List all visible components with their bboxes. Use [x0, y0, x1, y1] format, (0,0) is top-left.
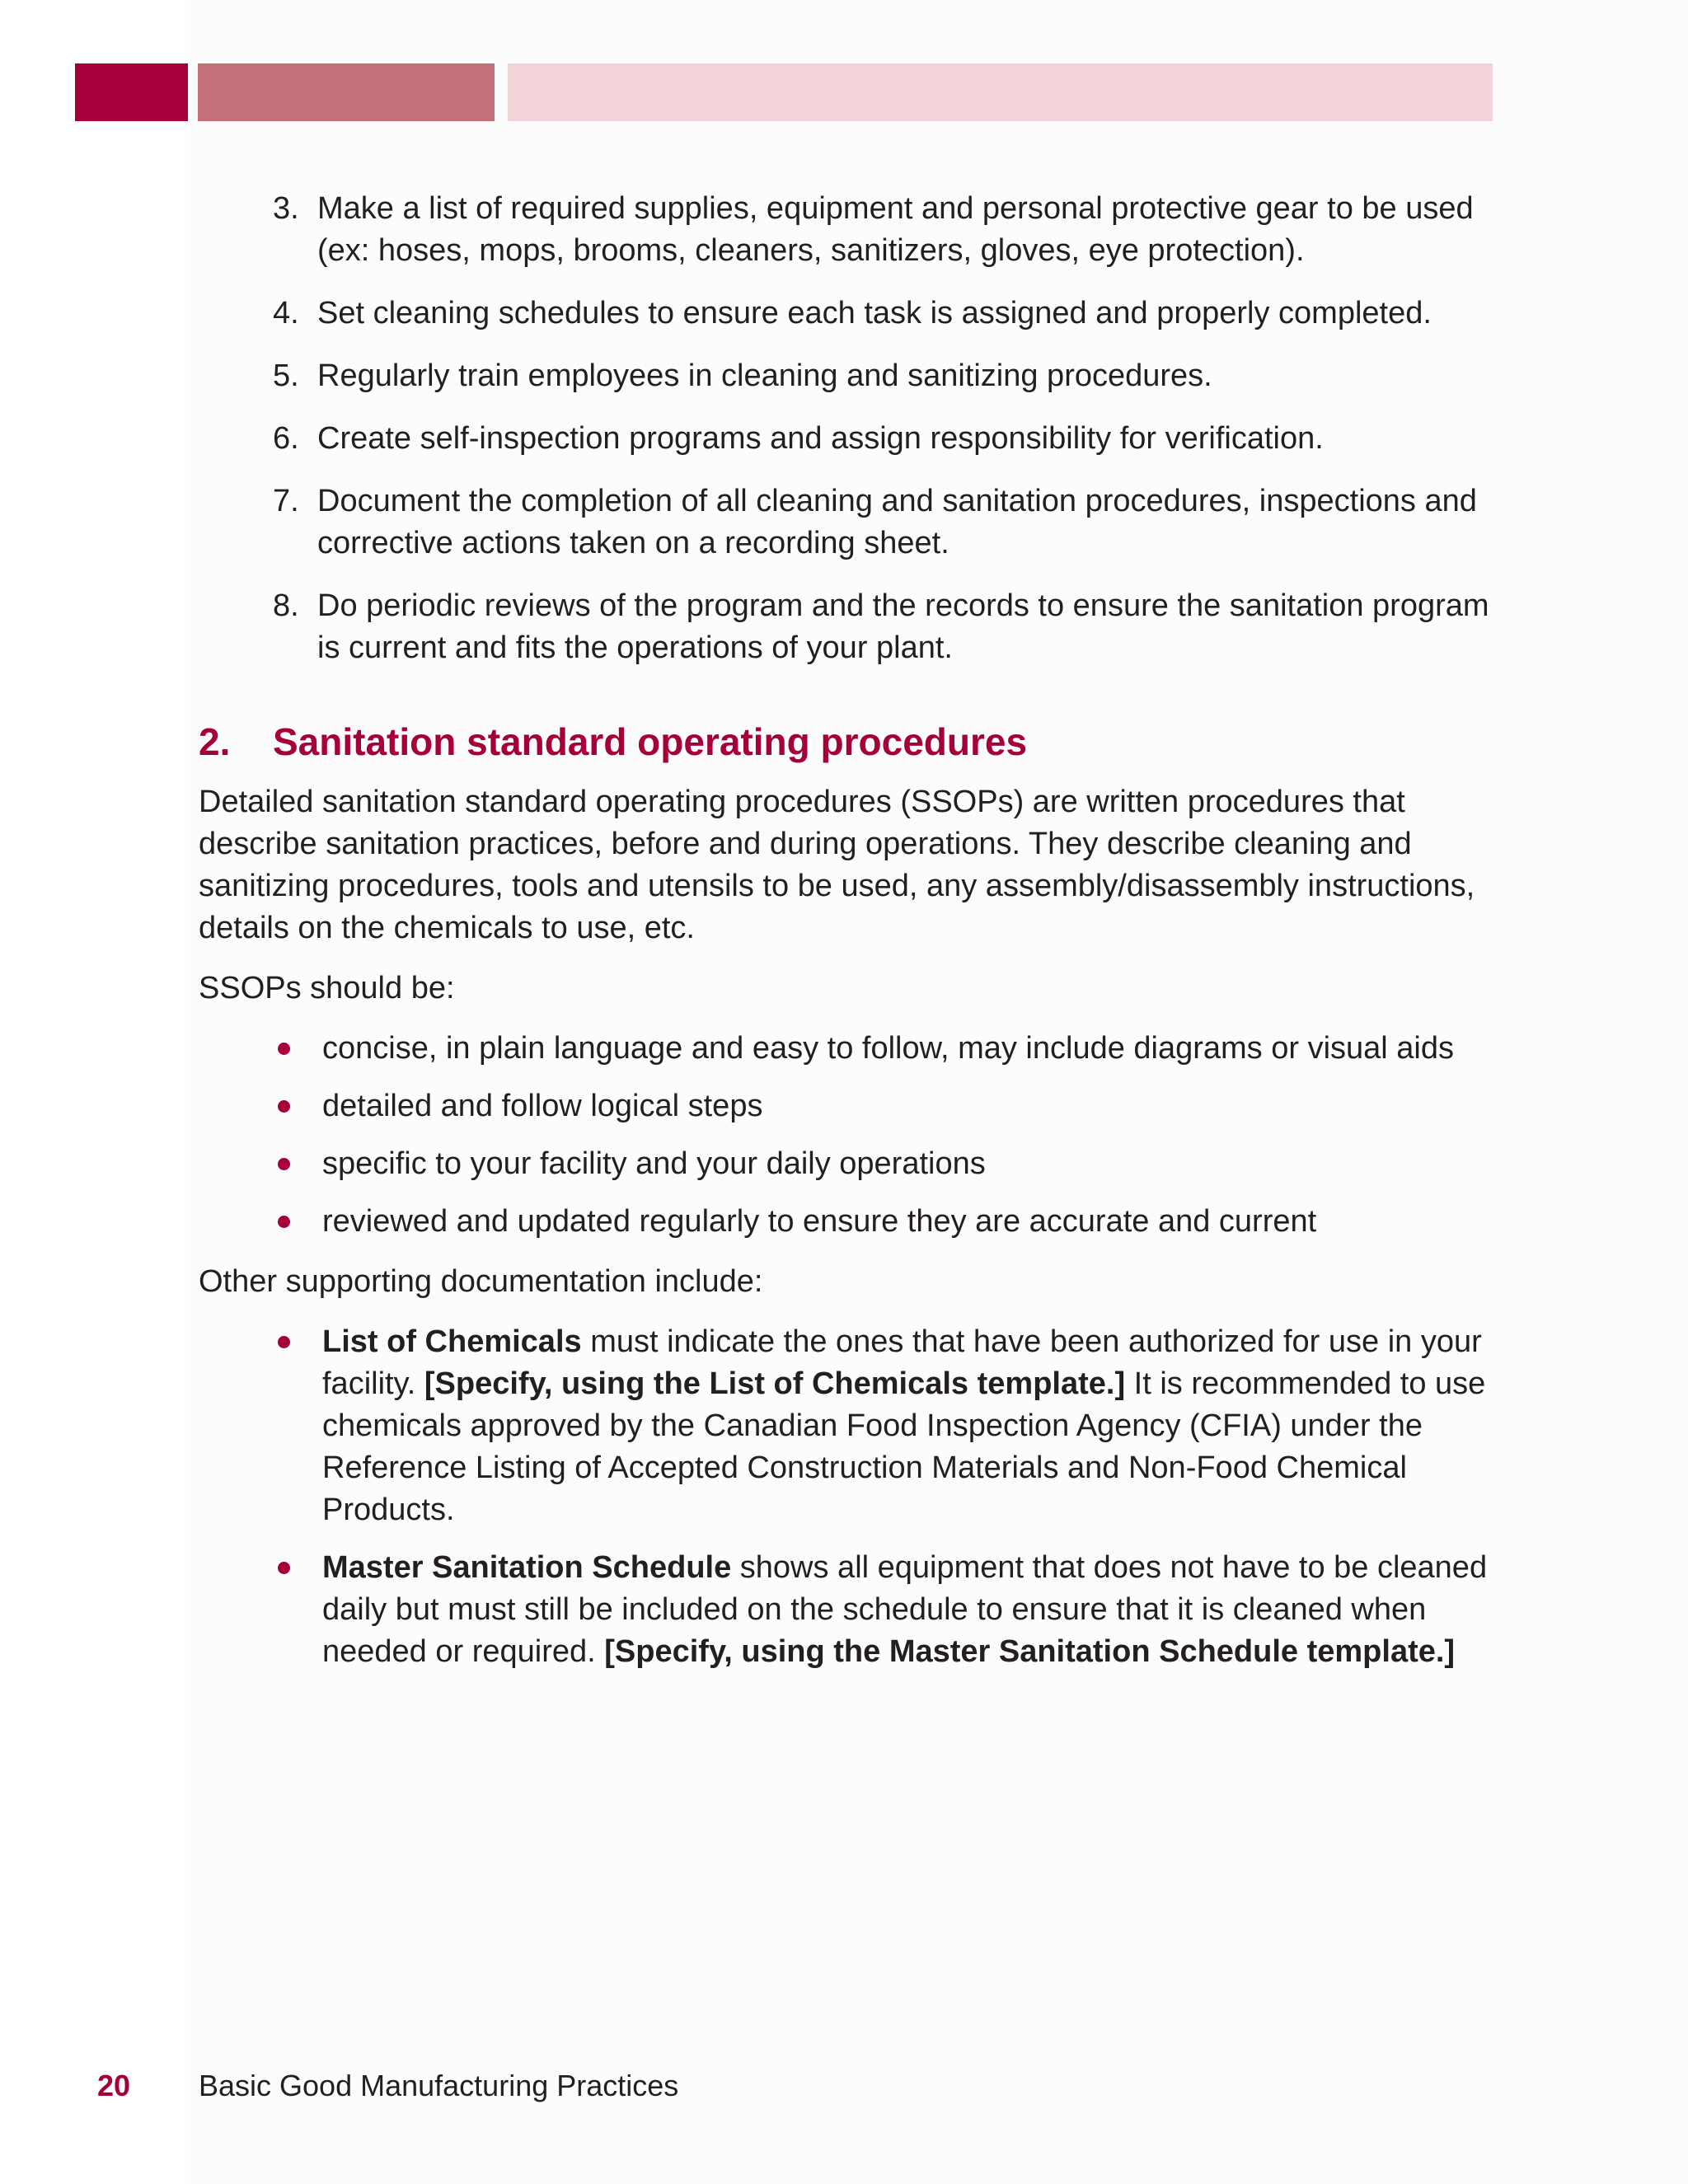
section-number: 2. [199, 720, 231, 763]
bullet-text: specific to your facility and your daily operations [322, 1146, 986, 1181]
bullet-icon [278, 1562, 290, 1574]
footer-title: Basic Good Manufacturing Practices [199, 2069, 679, 2102]
bullet-icon [278, 1336, 290, 1348]
doc-text: It is recommended to use chemicals approved by the Canadian Food Inspection Agency (CFIA) under the Reference Listing of Accepted Construction Materials and Non-Food Chemical Products. [322, 1366, 1486, 1527]
step-text: Create self-inspection programs and assign responsibility for verification. [317, 421, 1324, 456]
step-text: Make a list of required supplies, equipment and personal protective gear to be used (ex: hoses, mops, brooms, cleaners, sanitizers, gloves, eye protection). [317, 191, 1474, 268]
ssops-criteria-list [199, 1028, 1493, 1243]
list-item [199, 1201, 1493, 1243]
page-number: 20 [97, 2069, 131, 2102]
bullet-text: detailed and follow logical steps [322, 1089, 763, 1123]
step-number: 7. [273, 484, 299, 518]
page-content [199, 188, 1493, 1691]
list-item [199, 480, 1493, 565]
header-bar-dark [75, 63, 188, 121]
page-footer [0, 2069, 1688, 2110]
section-intro-paragraph: Detailed sanitation standard operating procedures (SSOPs) are written procedures that describe sanitation practices, before and during operations. They describe cleaning and sanitizing procedures, tools and utensils to be used, any assembly/disassembly instructions, details on the chemicals to use, etc. [199, 785, 1475, 945]
bullet-icon [278, 1158, 290, 1170]
bullet-text: concise, in plain language and easy to follow, may include diagrams or visual aids [322, 1031, 1455, 1066]
list-item [199, 1143, 1493, 1185]
section-title: Sanitation standard operating procedures [273, 720, 1028, 763]
step-number: 5. [273, 359, 299, 393]
other-docs-label: Other supporting documentation include: [199, 1264, 763, 1299]
step-text: Set cleaning schedules to ensure each task is assigned and properly completed. [317, 296, 1432, 330]
doc-term: Master Sanitation Schedule [322, 1550, 732, 1585]
section-heading [199, 719, 1493, 765]
bullet-text: reviewed and updated regularly to ensure they are accurate and current [322, 1204, 1317, 1239]
list-item [199, 355, 1493, 397]
supporting-docs-list [199, 1321, 1493, 1673]
list-item [199, 293, 1493, 335]
step-number: 3. [273, 191, 299, 226]
numbered-step-list [199, 188, 1493, 669]
doc-template-instruction: [Specify, using the List of Chemicals template.] [424, 1366, 1126, 1401]
step-number: 4. [273, 296, 299, 330]
step-text: Regularly train employees in cleaning and sanitizing procedures. [317, 359, 1212, 393]
doc-text: shows all equipment that does not have to be cleaned daily but must still be included on the schedule to ensure that it is cleaned when needed or required. [322, 1550, 1488, 1669]
header-bar-medium [198, 63, 495, 121]
step-text: Do periodic reviews of the program and the records to ensure the sanitation program is current and fits the operations of your plant. [317, 588, 1489, 665]
step-number: 8. [273, 588, 299, 623]
list-item [199, 1085, 1493, 1127]
list-item [199, 1547, 1493, 1673]
step-number: 6. [273, 421, 299, 456]
bullet-icon [278, 1216, 290, 1228]
list-item [199, 188, 1493, 272]
list-item [199, 1028, 1493, 1070]
bullet-icon [278, 1043, 290, 1055]
doc-term: List of Chemicals [322, 1324, 582, 1359]
list-item [199, 1321, 1493, 1531]
doc-text: must indicate the ones that have been authorized for use in your facility. [322, 1324, 1482, 1401]
list-item [199, 585, 1493, 669]
left-margin [0, 0, 185, 2184]
bullet-icon [278, 1100, 290, 1113]
ssops-should-be-label: SSOPs should be: [199, 971, 455, 1005]
list-item [199, 418, 1493, 460]
step-text: Document the completion of all cleaning and sanitation procedures, inspections and corrective actions taken on a recording sheet. [317, 484, 1477, 560]
header-bar-light [508, 63, 1493, 121]
doc-template-instruction: [Specify, using the Master Sanitation Schedule template.] [604, 1634, 1456, 1669]
